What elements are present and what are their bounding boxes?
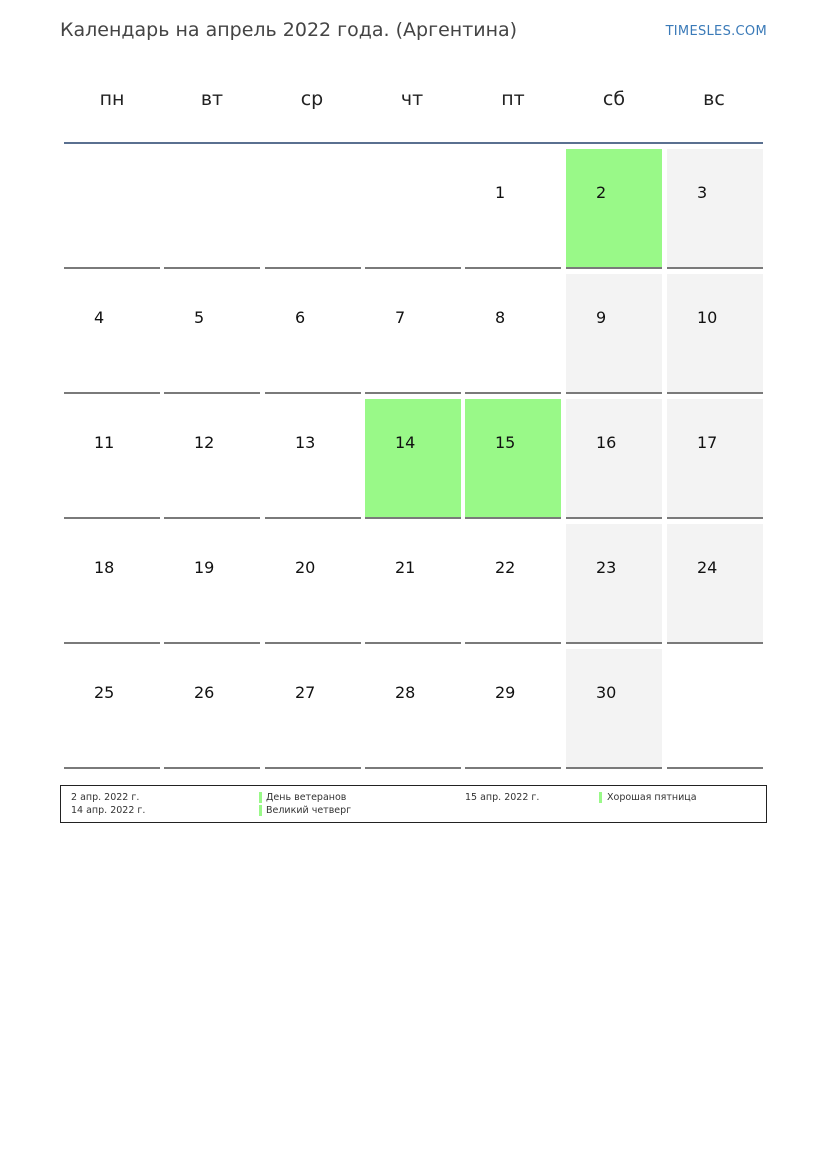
empty-day-cell xyxy=(64,149,160,269)
day-number: 21 xyxy=(395,558,416,577)
day-number: 28 xyxy=(395,683,416,702)
day-cell xyxy=(265,649,361,769)
day-cell xyxy=(265,399,361,519)
day-number: 11 xyxy=(94,433,115,452)
day-cell xyxy=(64,524,160,644)
day-number: 23 xyxy=(596,558,617,577)
weekday-wed: ср xyxy=(300,88,324,110)
day-cell xyxy=(566,399,662,519)
day-cell xyxy=(667,149,763,269)
legend-color-marker xyxy=(259,805,262,816)
legend-holiday-name: Великий четверг xyxy=(266,805,352,816)
day-cell xyxy=(667,274,763,394)
empty-day-cell xyxy=(667,649,763,769)
site-link[interactable]: TIMESLES.COM xyxy=(665,24,767,39)
weekday-thu: чт xyxy=(400,88,424,110)
day-number: 15 xyxy=(495,433,516,452)
day-number: 19 xyxy=(194,558,215,577)
weekday-mon: пн xyxy=(99,88,125,110)
day-cell xyxy=(667,399,763,519)
day-cell xyxy=(566,524,662,644)
holiday-legend xyxy=(60,785,767,823)
legend-holiday-name: Хорошая пятница xyxy=(607,792,697,803)
day-number: 22 xyxy=(495,558,516,577)
legend-color-marker xyxy=(599,792,602,803)
legend-holiday-name: День ветеранов xyxy=(266,792,347,803)
day-cell xyxy=(566,274,662,394)
weekday-sun: вс xyxy=(703,88,725,110)
day-number: 30 xyxy=(596,683,617,702)
day-number: 10 xyxy=(697,308,718,327)
day-number: 1 xyxy=(495,183,506,202)
day-number: 9 xyxy=(596,308,607,327)
day-number: 17 xyxy=(697,433,718,452)
empty-day-cell xyxy=(265,149,361,269)
day-cell xyxy=(365,274,461,394)
day-cell xyxy=(667,524,763,644)
legend-date: 15 апр. 2022 г. xyxy=(465,792,540,803)
day-number: 16 xyxy=(596,433,617,452)
weekday-tue: вт xyxy=(200,88,224,110)
weekday-fri: пт xyxy=(501,88,525,110)
holiday-day-cell xyxy=(465,399,561,519)
day-number: 6 xyxy=(295,308,306,327)
empty-day-cell xyxy=(164,149,260,269)
header-divider xyxy=(64,142,763,144)
day-number: 18 xyxy=(94,558,115,577)
day-number: 24 xyxy=(697,558,718,577)
day-number: 29 xyxy=(495,683,516,702)
day-number: 12 xyxy=(194,433,215,452)
day-number: 20 xyxy=(295,558,316,577)
day-number: 4 xyxy=(94,308,105,327)
day-cell xyxy=(465,274,561,394)
day-cell xyxy=(265,524,361,644)
holiday-day-cell xyxy=(365,399,461,519)
day-cell xyxy=(164,399,260,519)
day-cell xyxy=(265,274,361,394)
legend-date: 2 апр. 2022 г. xyxy=(71,792,140,803)
day-cell xyxy=(164,524,260,644)
day-cell xyxy=(465,524,561,644)
legend-date: 14 апр. 2022 г. xyxy=(71,805,146,816)
day-cell xyxy=(365,649,461,769)
legend-color-marker xyxy=(259,792,262,803)
weekday-sat: сб xyxy=(602,88,626,110)
day-cell xyxy=(164,274,260,394)
day-cell xyxy=(365,524,461,644)
day-number: 5 xyxy=(194,308,205,327)
day-number: 14 xyxy=(395,433,416,452)
day-number: 26 xyxy=(194,683,215,702)
empty-day-cell xyxy=(365,149,461,269)
page-title: Календарь на апрель 2022 года. (Аргентина) xyxy=(60,19,518,41)
day-cell xyxy=(64,274,160,394)
day-number: 7 xyxy=(395,308,406,327)
day-number: 8 xyxy=(495,308,506,327)
day-cell xyxy=(64,399,160,519)
day-cell xyxy=(64,649,160,769)
day-number: 2 xyxy=(596,183,607,202)
day-number: 13 xyxy=(295,433,316,452)
day-cell xyxy=(465,649,561,769)
day-number: 3 xyxy=(697,183,708,202)
day-number: 27 xyxy=(295,683,316,702)
holiday-day-cell xyxy=(566,149,662,269)
day-cell xyxy=(465,149,561,269)
day-cell xyxy=(566,649,662,769)
day-cell xyxy=(164,649,260,769)
day-number: 25 xyxy=(94,683,115,702)
